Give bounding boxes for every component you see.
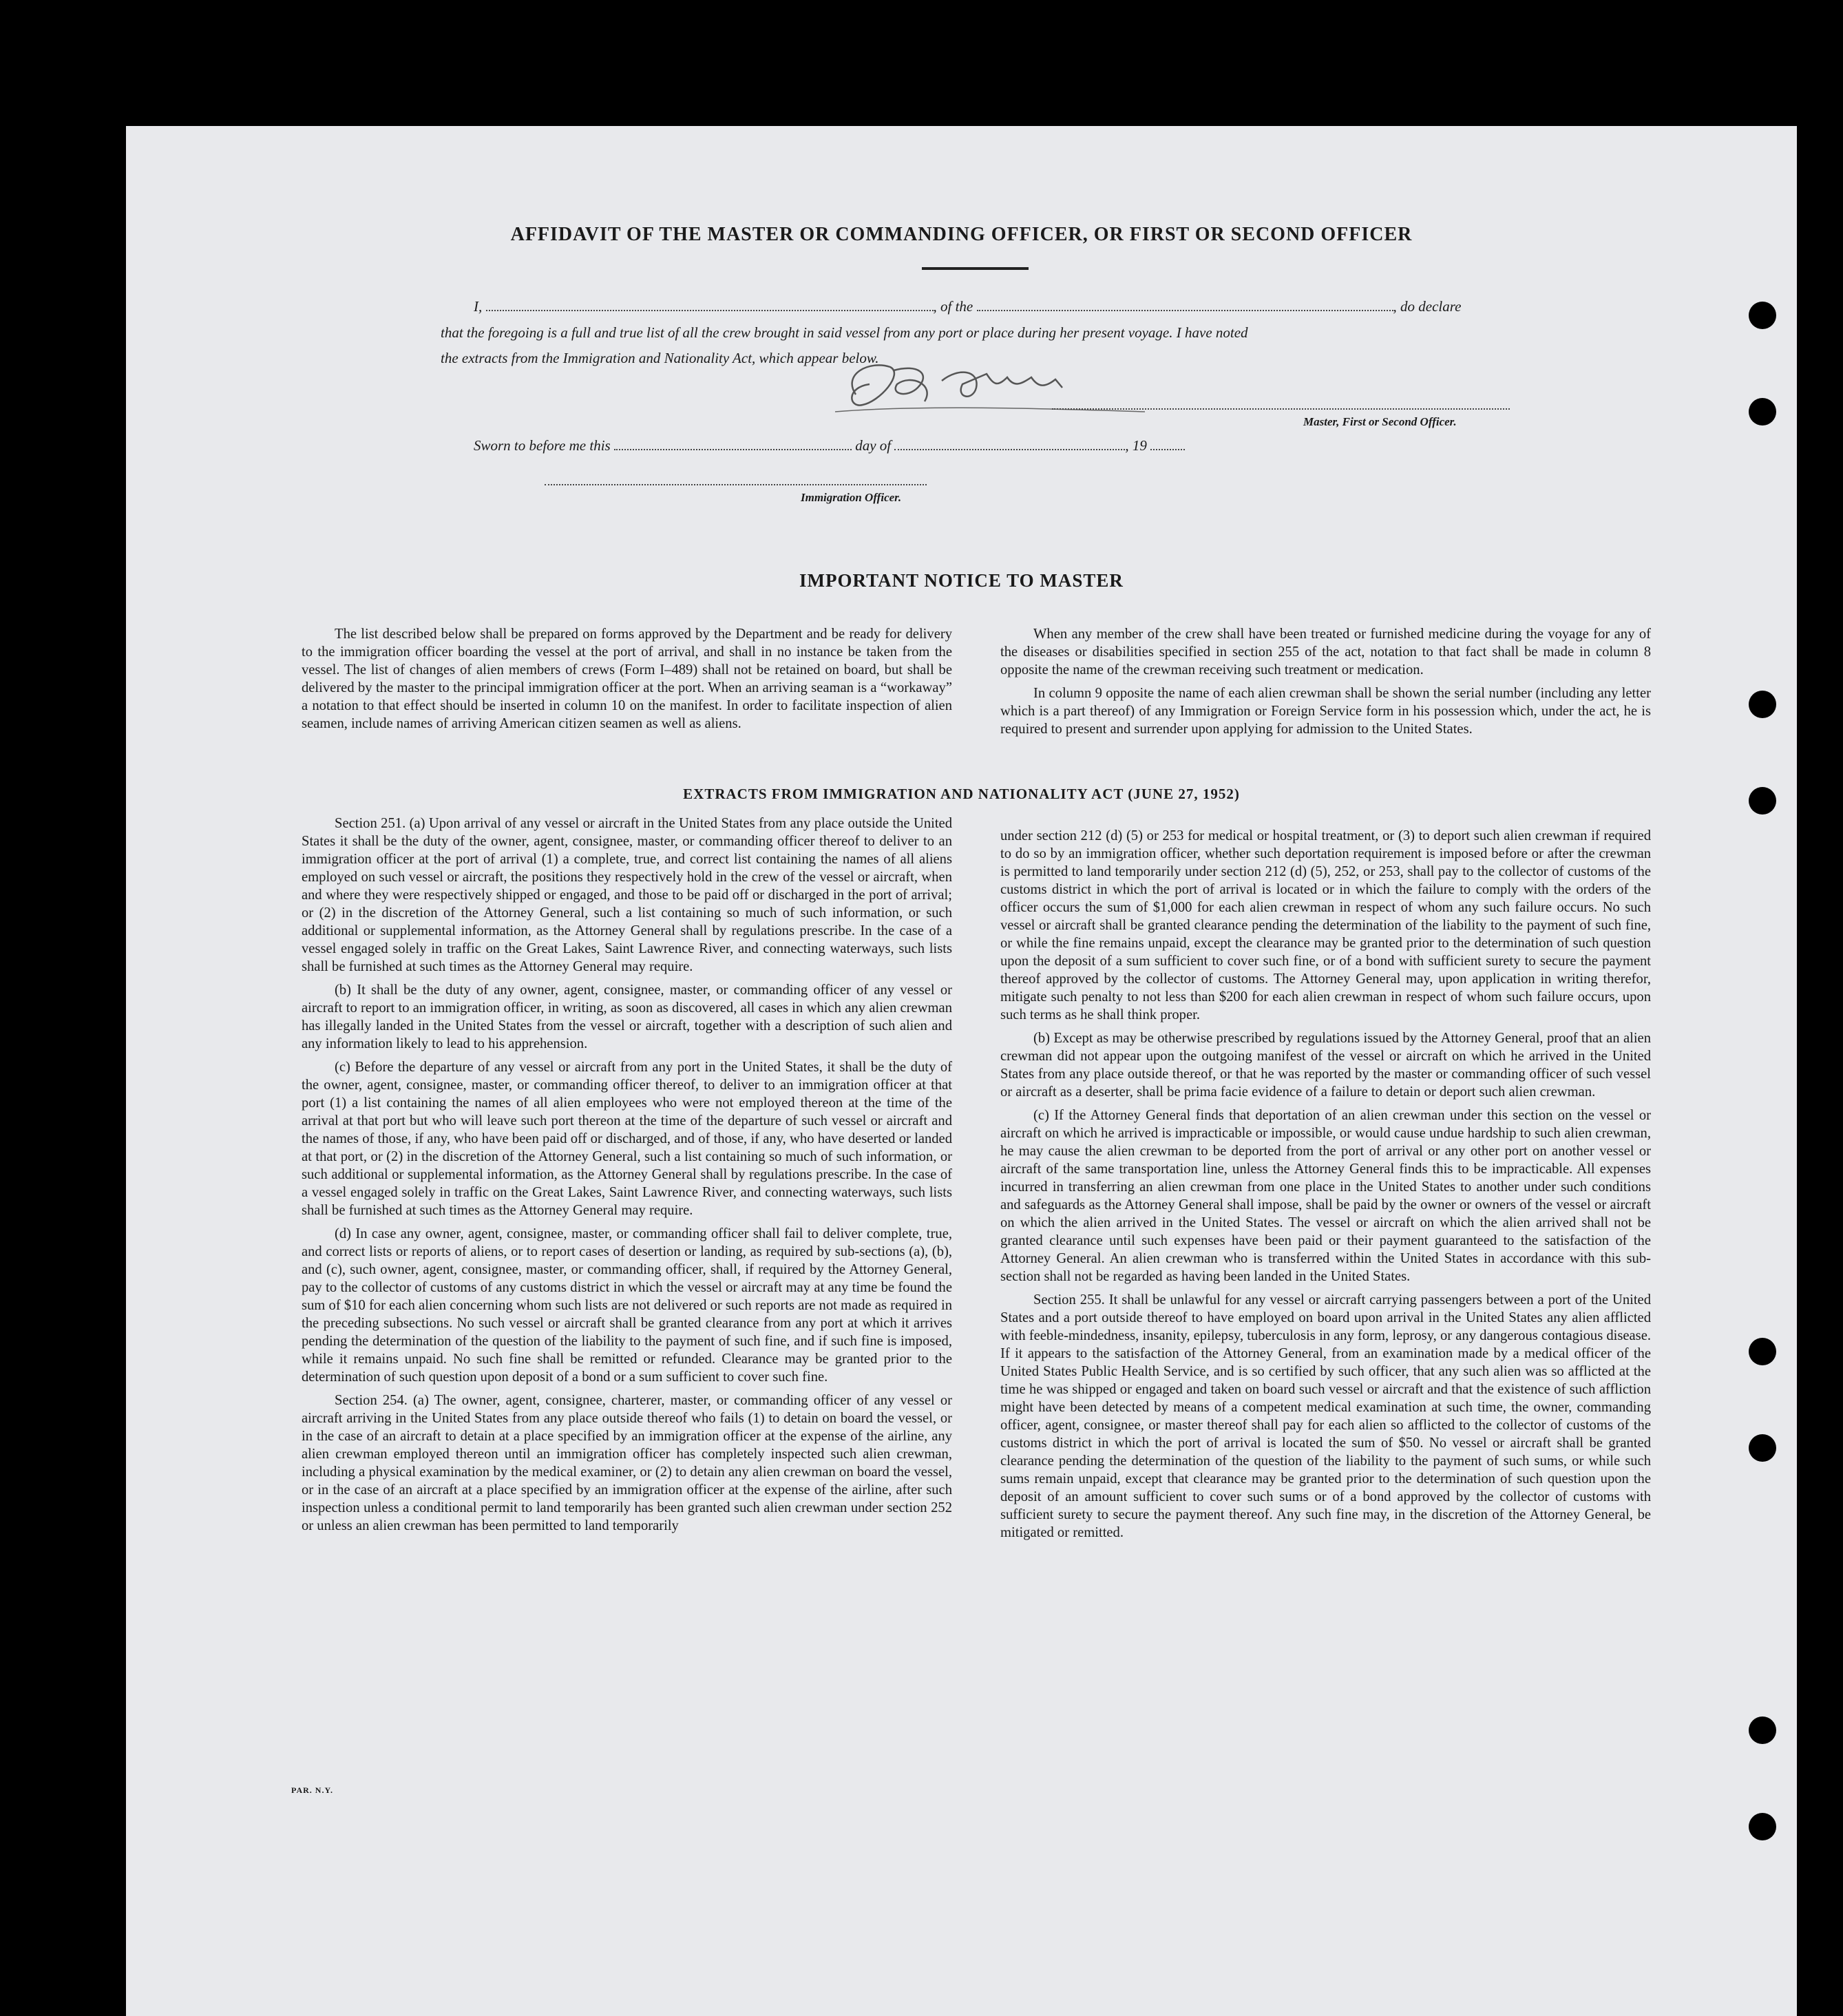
punch-hole bbox=[1749, 1716, 1776, 1744]
sworn-year-field[interactable] bbox=[1150, 449, 1185, 450]
year-label: , 19 bbox=[1125, 437, 1147, 454]
punch-hole bbox=[1749, 302, 1776, 329]
sworn-month-field[interactable] bbox=[894, 449, 1125, 450]
sworn-label: Sworn to before me this bbox=[474, 437, 611, 454]
extract-paragraph: (b) Except as may be otherwise prescribed by regulations issued by the Attorney General, proof that an alien crewman did not appear upon the outgoing manifest of the vessel or aircraft on which he arrived in the United States from any place outside thereof, or that he was reported by the master or commanding officer of such vessel or aircraft as a deserter, shall be prima facie evidence of a failure to detain or deport such alien crewman. bbox=[1000, 1031, 1651, 1100]
of-the-label: , of the bbox=[933, 298, 973, 315]
vessel-name-field[interactable] bbox=[977, 310, 1393, 311]
punch-hole bbox=[1749, 787, 1776, 815]
extract-paragraph: (c) If the Attorney General finds that deportation of an alien crewman under this section on the vessel or aircraft on which he arrived is impracticable or impossible, or would cause undue hardship to such alien crewman, he may cause the alien crewman to be deported from the port of arrival or any other port on another vessel or aircraft of the same transportation line, unless the Attorney General finds this to be impracticable. All expenses incurred in transferring an alien crewman from one place in the United States to another under such conditions and safeguards as the Attorney General shall impose, shall be paid by the owner or owners of the vessel or aircraft on which the alien arrived in the United States. The vessel or aircraft on which the alien arrived shall not be granted clearance until such expenses have been paid or their payment guaranteed to the satisfaction of the Attorney General. An alien crewman who is transferred within the United States in accordance with this sub-section shall not be regarded as having been landed in the United States. bbox=[1000, 1108, 1651, 1284]
day-of-label: day of bbox=[855, 437, 892, 454]
notice-title: IMPORTANT NOTICE TO MASTER bbox=[799, 570, 1124, 591]
extracts-left-column bbox=[302, 815, 952, 1540]
notice-right-paragraph: When any member of the crew shall have been treated or furnished medicine during the voyage for any of the diseases or disabilities specified in section 255 of the act, notation to that fact shall be made in column 8 opposite the name of the crewman receiving such treatment or medication. bbox=[1000, 627, 1651, 678]
master-signature bbox=[814, 346, 1241, 422]
i-label: I, bbox=[474, 298, 483, 315]
extracts-right-column bbox=[1000, 827, 1651, 1547]
title-rule bbox=[922, 267, 1029, 270]
punch-hole bbox=[1749, 691, 1776, 718]
declaration-line-2: the extracts from the Immigration and Nationality Act, which appear below. bbox=[441, 350, 879, 366]
extract-paragraph: Section 255. It shall be unlawful for any vessel or aircraft carrying passengers between a port of the United States and a port outside thereof to have employed on board upon arrival in the United States any alien afflicted with feeble-mindedness, insanity, epilepsy, tuberculosis in any form, leprosy, or any dangerous contagious disease. If it appears to the satisfaction of the Attorney General, from an examination made by a medical officer of the United States Public Health Service, and is so certified by such officer, that any such alien was so afflicted at the time he was shipped or engaged and taken on board such vessel or aircraft and that the existence of such affliction might have been detected by means of a competent medical examination at such time, the owner, commanding officer, agent, consignee, or master thereof shall pay for each alien so afflicted to the collector of customs of the customs district in which the port of arrival is located the sum of $50. No vessel or aircraft shall be granted clearance pending the determination of the question of the liability to the payment of such sums, or while such sums remain unpaid, except that clearance may be granted prior to the determination of such question upon the deposit of an amount sufficient to cover such sums or of a bond approved by the collector of customs with sufficient surety to secure the payment thereof. Any such fine may, in the discretion of the Attorney General, be mitigated or remitted. bbox=[1000, 1292, 1651, 1540]
extract-paragraph: (b) It shall be the duty of any owner, agent, consignee, master, or commanding officer of any vessel or aircraft to report to an immigration officer, in writing, as soon as discovered, all cases in which any alien crewman has illegally landed in the United States from the vessel or aircraft, together with a description of such alien and any information likely to lead to his apprehension. bbox=[302, 983, 952, 1051]
notice-right-paragraph: In column 9 opposite the name of each alien crewman shall be shown the serial number (including any letter which is a part thereof) of any Immigration or Foreign Service form in his possession which, under the act, he is required to present and surrender upon applying for admission to the United States. bbox=[1000, 686, 1651, 737]
extract-paragraph: Section 251. (a) Upon arrival of any vessel or aircraft in the United States from any place outside the United States it shall be the duty of the owner, agent, consignee, master, or commanding officer thereof to deliver to an immigration officer at the port of arrival (1) a complete, true, and correct list containing the names of all aliens employed on such vessel or aircraft, the positions they respectively hold in the crew of the vessel or aircraft, when and where they were respectively shipped or engaged, and those to be paid off or discharged in the port of arrival; or (2) in the discretion of the Attorney General, such a list containing so much of such information, or such additional or supplemental information, as the Attorney General shall by regulations prescribe. In the case of a vessel engaged solely in traffic on the Great Lakes, Saint Lawrence River, and connecting waterways, such lists shall be furnished at such times as the Attorney General may require. bbox=[302, 816, 952, 974]
sworn-day-field[interactable] bbox=[614, 449, 852, 450]
declarant-name-field[interactable] bbox=[486, 310, 934, 311]
notice-left-paragraph: The list described below shall be prepared on forms approved by the Department and be ready for delivery to the immigration officer boarding the vessel at the port of arrival, and shall in no instance be taken from the vessel. The list of changes of alien members of crews (Form I–489) shall not be retained on board, but shall be delivered by the master to the principal immigration officer at the port. When an arriving seaman is a “workaway” a notation to that effect should be inserted in column 10 on the manifest. In order to facilitate inspection of alien seamen, include names of arriving American citizen seamen as well as aliens. bbox=[302, 627, 952, 731]
punch-hole bbox=[1749, 398, 1776, 426]
punch-hole bbox=[1749, 1434, 1776, 1462]
punch-hole bbox=[1749, 1338, 1776, 1365]
sworn-line bbox=[474, 437, 1185, 454]
do-declare-label: , do declare bbox=[1393, 298, 1462, 315]
master-signature-line[interactable] bbox=[1052, 408, 1510, 410]
document-page bbox=[126, 126, 1797, 2016]
declarant-line bbox=[474, 298, 1461, 315]
extract-paragraph: under section 212 (d) (5) or 253 for medical or hospital treatment, or (3) to deport such alien crewman if required to do so by an immigration officer, whether such deportation requirement is imposed before or after the crewman is permitted to land temporarily under section 212 (d) (5), 252, or 253, shall pay to the collector of customs of the customs district in which the port of arrival is located or in which the failure to comply with the orders of the officer occurs the sum of $1,000 for each alien crewman in respect of whom any such failure occurs. No such vessel or aircraft shall be granted clearance pending the determination of the liability to the payment of such fine, or while the fine remains unpaid, except the clearance may be granted prior to the determination of such question upon the deposit of a sum sufficient to cover such fine, or of a bond with sufficient surety to secure the payment thereof approved by the collector of customs. The Attorney General may, upon application in writing therefor, mitigate such penalty to not less than $200 for each alien crewman in respect of whom such failure occurs, upon such terms as he shall think proper. bbox=[1000, 828, 1651, 1022]
affidavit-title: AFFIDAVIT OF THE MASTER OR COMMANDING OFFICER, OR FIRST OR SECOND OFFICER bbox=[510, 224, 1413, 245]
master-signature-caption: Master, First or Second Officer. bbox=[1303, 415, 1457, 428]
immigration-officer-caption: Immigration Officer. bbox=[801, 491, 902, 504]
notice-right-column bbox=[1000, 625, 1651, 744]
notice-left-column bbox=[302, 625, 952, 738]
extract-paragraph: Section 254. (a) The owner, agent, consignee, charterer, master, or commanding officer of any vessel or aircraft arriving in the United States from any place outside thereof who fails (1) to detain on board the vessel, or in the case of an aircraft to detain at a place specified by an immigration officer at the expense of the airline, any alien crewman employed thereon until an immigration officer has completely inspected such alien crewman, including a physical examination by the medical examiner, or (2) to detain any alien crewman on board the vessel, or in the case of an aircraft at a place specified by an immigration officer at the expense of the airline, after such inspection unless a conditional permit to land temporarily has been granted such alien crewman under section 252 or unless an alien crewman has been permitted to land temporarily bbox=[302, 1393, 952, 1533]
punch-hole bbox=[1749, 1813, 1776, 1840]
extract-paragraph: (d) In case any owner, agent, consignee, master, or commanding officer shall fail to deliver complete, true, and correct lists or reports of aliens, or to report cases of desertion or landing, as required by sub-sections (a), (b), and (c), such owner, agent, consignee, master, or commanding officer, shall, if required by the Attorney General, pay to the collector of customs of any customs district in which the vessel or aircraft may at any time be found the sum of $10 for each alien concerning whom such lists are not delivered or such reports are not made as required in the preceding subsections. No such vessel or aircraft shall be granted clearance from any port at which it arrives pending the determination of the question of the liability to the payment of such fine, and if such fine is imposed, while it remains unpaid. No such fine shall be remitted or refunded. Clearance may be granted prior to the determination of such question upon deposit of a bond or a sum sufficient to cover such fine. bbox=[302, 1226, 952, 1385]
printer-mark: PAR. N.Y. bbox=[291, 1785, 334, 1795]
declaration-line-1: that the foregoing is a full and true list of all the crew brought in said vessel from any port or place during her present voyage. I have noted bbox=[441, 324, 1248, 341]
extract-paragraph: (c) Before the departure of any vessel or aircraft from any port in the United States, it shall be the duty of the owner, agent, consignee, master, or commanding officer thereof, to deliver to an immigration officer at that port (1) a list containing the names of all alien employees who were not employed thereon at the time of the arrival at that port but who will leave such port thereon at the time of the departure of such vessel or aircraft and the names of those, if any, who have been paid off or discharged, and of those, if any, who have deserted or landed at that port, or (2) in the discretion of the Attorney General, such a list containing so much of such information, or such additional or supplemental information, as the Attorney General shall by regulations prescribe. In the case of a vessel engaged solely in traffic on the Great Lakes, Saint Lawrence River, and connecting waterways, such lists shall be furnished at such times as the Attorney General may require. bbox=[302, 1060, 952, 1218]
extracts-title: EXTRACTS FROM IMMIGRATION AND NATIONALITY ACT (JUNE 27, 1952) bbox=[683, 786, 1240, 802]
immigration-officer-signature-line[interactable] bbox=[545, 484, 927, 485]
